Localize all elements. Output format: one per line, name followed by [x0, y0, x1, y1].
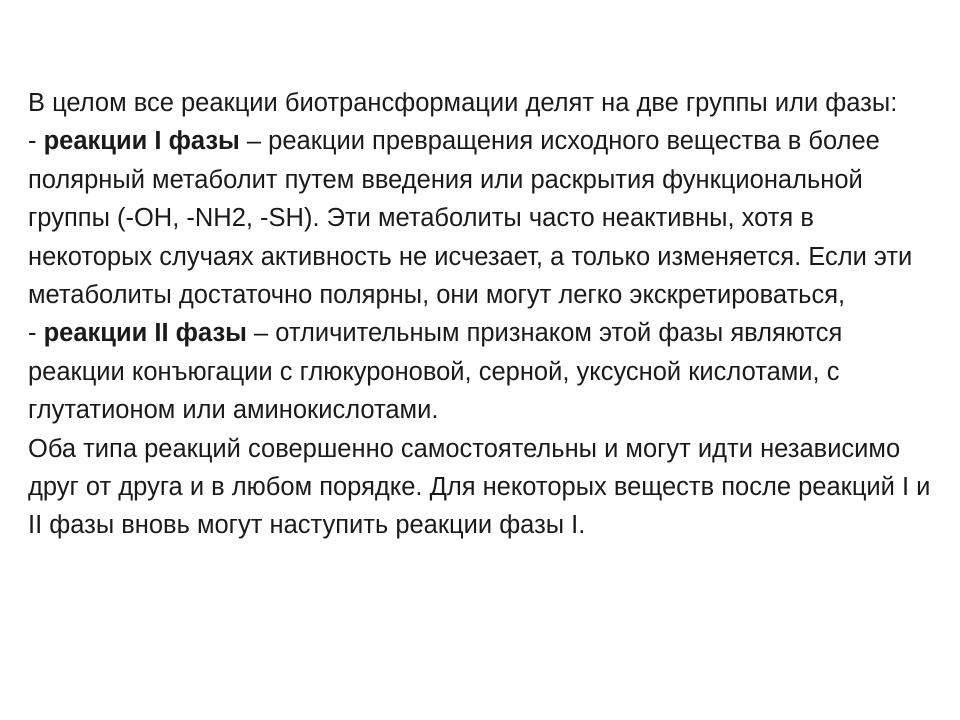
intro-paragraph: В целом все реакции биотрансформации делят на две группы или фазы:: [28, 89, 898, 117]
phase1-paragraph: [28, 122, 944, 314]
phase2-paragraph: [28, 314, 944, 429]
conclusion-paragraph: Оба типа реакций совершенно самостоятельны и могут идти независимо друг от друга и в любом порядке. Для некоторых веществ после реакций I и II фазы вновь могут наступить реакции фазы I.: [28, 434, 931, 540]
phase1-dash: -: [28, 127, 44, 156]
phase2-description: – отличительным признаком этой фазы являются реакции конъюгации с глюкуроновой, серной, уксусной кислотами, с глутатионом или аминокислотами.: [28, 319, 843, 425]
phase2-dash: -: [28, 319, 44, 348]
phase2-term: реакции II фазы: [43, 319, 247, 348]
phase1-term: реакции I фазы: [43, 127, 240, 156]
phase1-description: – реакции превращения исходного вещества в более полярный метаболит путем введения или раскрытия функциональной группы (-ОН, -NH2, -SH). Эти метаболиты часто неактивны, хотя в некоторых случаях активность не исчезает, а только изменяется. Если эти метаболиты достаточно полярны, они могут легко экскретироваться,: [28, 127, 913, 310]
slide-text-block: [28, 84, 944, 545]
